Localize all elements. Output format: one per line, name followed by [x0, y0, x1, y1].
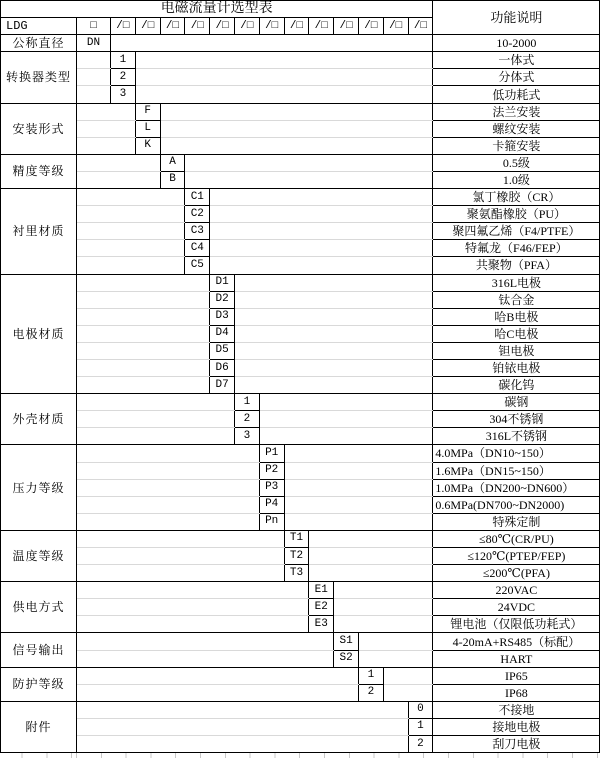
spacer-cell: [309, 565, 433, 582]
spacer-cell: [77, 565, 285, 582]
code-slot: /□: [408, 18, 433, 35]
spacer-cell: [210, 257, 433, 274]
spacer-cell: [77, 274, 210, 291]
option-code: P1: [259, 445, 284, 462]
spacer-cell: [234, 377, 432, 394]
code-slot: /□: [383, 18, 408, 35]
option-code: C3: [185, 223, 210, 240]
option-code: DN: [77, 35, 111, 52]
spacer-cell: [234, 325, 432, 342]
option-code: 1: [111, 52, 136, 69]
option-description: 锂电池（仅限低功耗式）: [433, 616, 600, 633]
spacer-cell: [160, 137, 433, 154]
category-label: 温度等级: [1, 530, 77, 581]
option-description: 法兰安装: [433, 103, 600, 120]
option-description: IP65: [433, 667, 600, 684]
option-code: D5: [210, 342, 235, 359]
option-description: 316L不锈钢: [433, 428, 600, 445]
code-slot: /□: [284, 18, 309, 35]
option-code: 0: [408, 701, 433, 718]
spacer-cell: [259, 394, 433, 411]
option-description: 10-2000: [433, 35, 600, 52]
spacer-cell: [383, 667, 433, 684]
option-code: F: [135, 103, 160, 120]
spacer-cell: [284, 496, 433, 513]
option-description: 螺纹安装: [433, 120, 600, 137]
option-description: 316L电极: [433, 274, 600, 291]
spacer-cell: [77, 52, 111, 69]
spacer-cell: [234, 342, 432, 359]
spacer-cell: [77, 582, 309, 599]
option-description: 24VDC: [433, 599, 600, 616]
spacer-cell: [77, 411, 235, 428]
spacer-cell: [77, 257, 185, 274]
option-description: 聚氨酯橡胶（PU）: [433, 206, 600, 223]
spacer-cell: [358, 633, 432, 650]
option-description: 接地电极: [433, 718, 600, 735]
option-description: 碳钢: [433, 394, 600, 411]
option-description: 1.0级: [433, 171, 600, 188]
category-label: 转换器类型: [1, 52, 77, 103]
spacer-cell: [284, 462, 433, 479]
option-code: P3: [259, 479, 284, 496]
spacer-cell: [77, 291, 210, 308]
category-label: 安装形式: [1, 103, 77, 154]
option-description: 特殊定制: [433, 513, 600, 530]
spacer-cell: [259, 411, 433, 428]
category-label: 电极材质: [1, 274, 77, 394]
code-slot: /□: [234, 18, 259, 35]
code-slot: /□: [358, 18, 383, 35]
spacer-cell: [77, 496, 260, 513]
spacer-cell: [135, 52, 433, 69]
code-slot: /□: [259, 18, 284, 35]
spacer-cell: [160, 103, 433, 120]
spacer-cell: [77, 69, 111, 86]
option-code: A: [160, 154, 185, 171]
category-label: 附件: [1, 701, 77, 752]
option-code: T1: [284, 530, 309, 547]
model-code-box: □: [77, 18, 111, 35]
option-code: 2: [408, 736, 433, 753]
option-code: 3: [111, 86, 136, 103]
category-label: 信号输出: [1, 633, 77, 667]
option-description: 1.6MPa（DN15~150）: [433, 462, 600, 479]
spacer-cell: [77, 103, 136, 120]
option-description: 0.5级: [433, 154, 600, 171]
spacer-cell: [259, 428, 433, 445]
option-description: 特氟龙（F46/FEP）: [433, 240, 600, 257]
option-description: 220VAC: [433, 582, 600, 599]
code-slot: /□: [334, 18, 359, 35]
option-code: B: [160, 171, 185, 188]
spacer-cell: [77, 548, 285, 565]
spacer-cell: [77, 530, 285, 547]
spacer-cell: [210, 240, 433, 257]
option-code: S1: [334, 633, 359, 650]
code-slot: /□: [135, 18, 160, 35]
spacer-cell: [234, 291, 432, 308]
spacer-cell: [77, 223, 185, 240]
spacer-cell: [185, 154, 433, 171]
spacer-cell: [77, 308, 210, 325]
option-code: 2: [111, 69, 136, 86]
option-description: 不接地: [433, 701, 600, 718]
spacer-cell: [77, 325, 210, 342]
option-description: 哈B电极: [433, 308, 600, 325]
gridline-strip: [0, 753, 600, 758]
spacer-cell: [77, 718, 409, 735]
option-code: T2: [284, 548, 309, 565]
option-description: 卡箍安装: [433, 137, 600, 154]
option-code: P4: [259, 496, 284, 513]
option-description: 分体式: [433, 69, 600, 86]
category-label: 精度等级: [1, 154, 77, 188]
spacer-cell: [111, 35, 433, 52]
option-code: E1: [309, 582, 334, 599]
function-description-header: 功能说明: [433, 1, 600, 35]
option-code: D3: [210, 308, 235, 325]
category-label: 外壳材质: [1, 394, 77, 445]
option-code: 3: [234, 428, 259, 445]
spacer-cell: [383, 684, 433, 701]
option-code: T3: [284, 565, 309, 582]
spacer-cell: [210, 223, 433, 240]
option-code: 1: [358, 667, 383, 684]
spacer-cell: [284, 479, 433, 496]
option-code: 1: [408, 718, 433, 735]
option-description: 铂铱电极: [433, 359, 600, 376]
spacer-cell: [77, 394, 235, 411]
spacer-cell: [234, 359, 432, 376]
option-description: 共聚物（PFA）: [433, 257, 600, 274]
spacer-cell: [77, 137, 136, 154]
option-description: 0.6MPa(DN700~DN2000): [433, 496, 600, 513]
option-description: ≤80℃(CR/PU): [433, 530, 600, 547]
option-code: E3: [309, 616, 334, 633]
option-description: 4.0MPa（DN10~150）: [433, 445, 600, 462]
spacer-cell: [77, 479, 260, 496]
spacer-cell: [77, 189, 185, 206]
spacer-cell: [77, 154, 161, 171]
option-description: 一体式: [433, 52, 600, 69]
option-description: 哈C电极: [433, 325, 600, 342]
spacer-cell: [234, 274, 432, 291]
option-description: ≤200℃(PFA): [433, 565, 600, 582]
code-slot: /□: [185, 18, 210, 35]
option-code: E2: [309, 599, 334, 616]
option-code: 1: [234, 394, 259, 411]
spacer-cell: [135, 69, 433, 86]
spacer-cell: [234, 308, 432, 325]
spacer-cell: [334, 599, 433, 616]
spacer-cell: [77, 445, 260, 462]
option-description: 钛合金: [433, 291, 600, 308]
spacer-cell: [77, 684, 359, 701]
spacer-cell: [77, 206, 185, 223]
category-label: 供电方式: [1, 582, 77, 633]
model-prefix: LDG: [1, 18, 77, 35]
option-description: 聚四氟乙烯（F4/PTFE）: [433, 223, 600, 240]
spacer-cell: [77, 633, 334, 650]
option-description: 碳化钨: [433, 377, 600, 394]
spacer-cell: [77, 120, 136, 137]
spacer-cell: [77, 650, 334, 667]
option-code: C2: [185, 206, 210, 223]
code-slot: /□: [160, 18, 185, 35]
spacer-cell: [77, 240, 185, 257]
option-description: 304不锈钢: [433, 411, 600, 428]
spacer-cell: [77, 359, 210, 376]
option-code: D7: [210, 377, 235, 394]
category-label: 公称直径: [1, 35, 77, 52]
option-code: D4: [210, 325, 235, 342]
option-code: C5: [185, 257, 210, 274]
option-code: L: [135, 120, 160, 137]
spacer-cell: [77, 86, 111, 103]
spacer-cell: [77, 513, 260, 530]
category-label: 防护等级: [1, 667, 77, 701]
option-code: 2: [358, 684, 383, 701]
spacer-cell: [77, 428, 235, 445]
option-description: 低功耗式: [433, 86, 600, 103]
spacer-cell: [77, 736, 409, 753]
option-description: 刮刀电极: [433, 736, 600, 753]
option-code: 2: [234, 411, 259, 428]
option-description: 4-20mA+RS485（标配）: [433, 633, 600, 650]
spacer-cell: [160, 120, 433, 137]
category-label: 衬里材质: [1, 189, 77, 274]
spacer-cell: [284, 445, 433, 462]
spacer-cell: [77, 616, 309, 633]
option-code: D2: [210, 291, 235, 308]
code-slot: /□: [210, 18, 235, 35]
spacer-cell: [77, 342, 210, 359]
spacer-cell: [334, 582, 433, 599]
option-code: C1: [185, 189, 210, 206]
spacer-cell: [77, 667, 359, 684]
option-code: K: [135, 137, 160, 154]
spacer-cell: [135, 86, 433, 103]
spacer-cell: [334, 616, 433, 633]
option-code: D6: [210, 359, 235, 376]
option-code: P2: [259, 462, 284, 479]
option-description: 钽电极: [433, 342, 600, 359]
option-code: C4: [185, 240, 210, 257]
spacer-cell: [309, 548, 433, 565]
option-description: 1.0MPa（DN200~DN600）: [433, 479, 600, 496]
option-description: ≤120℃(PTEP/FEP): [433, 548, 600, 565]
spacer-cell: [77, 171, 161, 188]
spacer-cell: [77, 701, 409, 718]
code-slot: /□: [111, 18, 136, 35]
spacer-cell: [185, 171, 433, 188]
page-title: 电磁流量计选型表: [1, 1, 433, 18]
option-description: HART: [433, 650, 600, 667]
option-description: IP68: [433, 684, 600, 701]
option-code: D1: [210, 274, 235, 291]
spacer-cell: [77, 462, 260, 479]
option-description: 氯丁橡胶（CR）: [433, 189, 600, 206]
option-code: Pn: [259, 513, 284, 530]
spacer-cell: [210, 206, 433, 223]
code-slot: /□: [309, 18, 334, 35]
spacer-cell: [358, 650, 432, 667]
option-code: S2: [334, 650, 359, 667]
spacer-cell: [77, 599, 309, 616]
spacer-cell: [77, 377, 210, 394]
spacer-cell: [284, 513, 433, 530]
spacer-cell: [210, 189, 433, 206]
category-label: 压力等级: [1, 445, 77, 530]
spacer-cell: [309, 530, 433, 547]
